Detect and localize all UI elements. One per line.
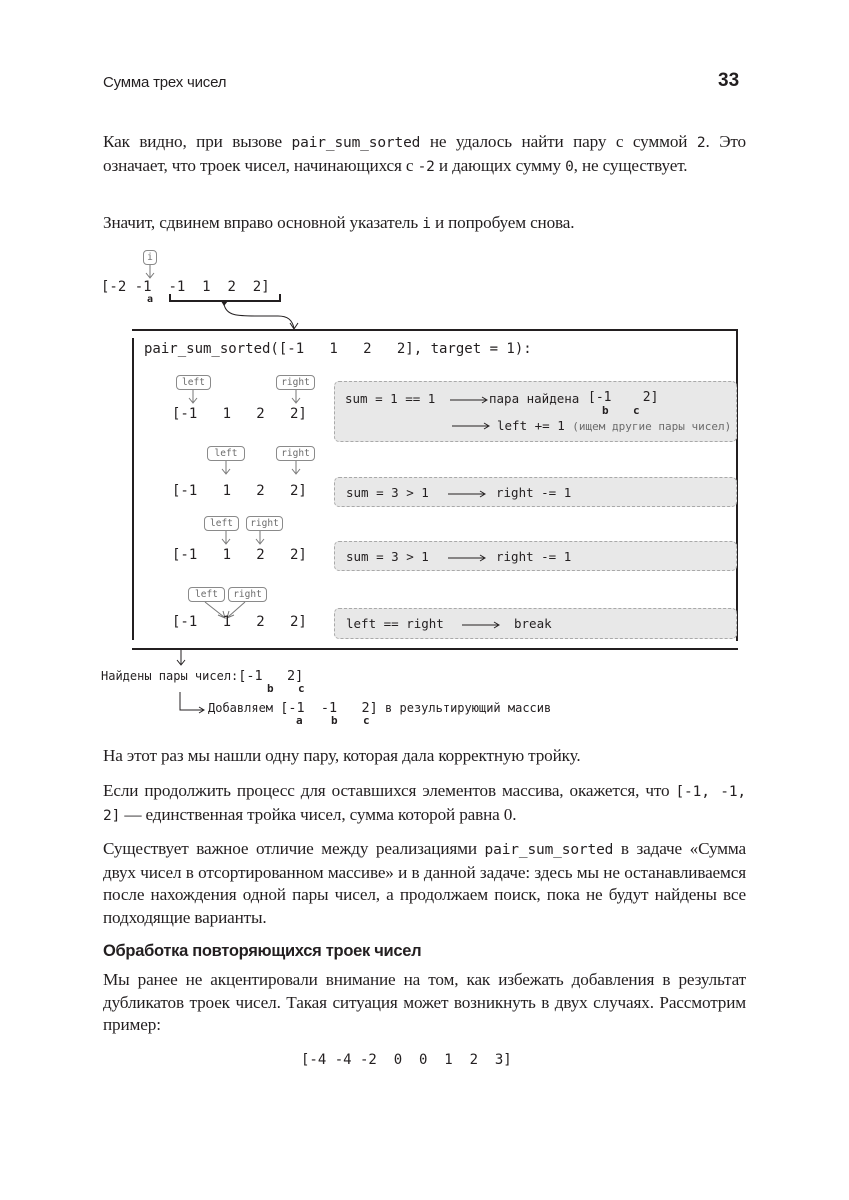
right-pointer-tag: right (246, 516, 283, 531)
left-pointer-tag: left (204, 516, 239, 531)
paragraph-intro-1: Как видно, при вызове pair_sum_sorted не удалось найти пару с суммой 2. Это означает, что троек чисел, начинающихся с -2 и дающих сумму 0, не существует. (103, 132, 746, 175)
sub-label-b: b (267, 682, 274, 695)
frame-top-rule (132, 329, 738, 331)
array-state: [-1 1 2 2] (172, 406, 307, 422)
call-line: pair_sum_sorted([-1 1 2 2], target = 1): (144, 341, 532, 357)
sub-label-c: c (363, 714, 370, 727)
left-pointer-tag: left (188, 587, 225, 602)
sub-label-c: c (298, 682, 305, 695)
elbow-arrow-icon (177, 692, 207, 722)
found-pairs-line: Найдены пары чисел:[-1 2] (101, 668, 304, 684)
down-arrow-icon (173, 650, 189, 668)
pointer-arrows-icon (180, 531, 340, 547)
step-action: left += 1 (ищем другие пары чисел) (497, 418, 732, 433)
frame-bottom-rule (132, 648, 738, 650)
paragraph-4: Если продолжить процесс для оставшихся элементов массива, окажется, что [-1, -1, 2] — единственная тройка чисел, сумма которой равна 0. (103, 781, 747, 824)
step-condition: left == right (346, 616, 444, 631)
step-condition: sum = 3 > 1 (346, 485, 429, 500)
sub-label-b: b (331, 714, 338, 727)
right-arrow-icon (448, 553, 488, 563)
right-pointer-tag: right (228, 587, 267, 602)
step-condition: sum = 3 > 1 (346, 549, 429, 564)
array-state: [-1 1 2 2] (172, 547, 307, 563)
paragraph-5: Существует важное отличие между реализациями pair_sum_sorted в задаче «Сумма двух чисел в отсортированном массиве» и в данной задаче: здесь мы не останавливаемся после нахождения одной пары чисел, а продолжаем поиск, пока не будут найдены все подходящие варианты. (103, 839, 746, 927)
right-arrow-icon (448, 489, 488, 499)
top-array: [-2 -1 -1 1 2 2] (101, 279, 270, 295)
pointer-arrows-icon (180, 461, 340, 477)
pointer-tag-i: i (143, 250, 157, 265)
step-condition: sum = 1 == 1 (345, 391, 436, 406)
sub-label-b: b (602, 404, 609, 417)
right-arrow-icon (462, 620, 502, 630)
bracket-arrow-icon (168, 294, 368, 334)
step-result: пара найдена (489, 391, 580, 406)
add-result-line: Добавляем [-1 -1 2] в результирующий массив (208, 700, 552, 716)
sub-label-c: c (633, 404, 640, 417)
array-state: [-1 1 2 2] (172, 483, 307, 499)
paragraph-intro-2: Значит, сдвинем вправо основной указатель i и попробуем снова. (103, 213, 575, 232)
step-result: right -= 1 (496, 485, 572, 500)
page-number: 33 (718, 70, 740, 91)
right-arrow-icon (450, 395, 490, 405)
frame-left-rule (132, 338, 134, 640)
paragraph-3: На этот раз мы нашли одну пару, которая дала корректную тройку. (103, 746, 581, 765)
sub-label-a: a (147, 294, 154, 305)
example-array: [-4 -4 -2 0 0 1 2 3] (301, 1052, 512, 1068)
left-pointer-tag: left (207, 446, 245, 461)
right-pointer-tag: right (276, 375, 315, 390)
right-pointer-tag: right (276, 446, 315, 461)
section-heading: Обработка повторяющихся троек чисел (103, 942, 422, 960)
paragraph-6: Мы ранее не акцентировали внимание на том, как избежать добавления в результат дубликатов троек чисел. Такая ситуация может возникнуть в двух случаях. Рассмотрим пример: (103, 970, 746, 1034)
array-state: [-1 1 2 2] (172, 614, 307, 630)
sub-label-a: a (296, 714, 303, 727)
running-title: Сумма трех чисел (103, 74, 227, 91)
left-pointer-tag: left (176, 375, 211, 390)
step-result: break (514, 616, 552, 631)
found-pair: [-1 2] (588, 390, 659, 405)
right-arrow-icon (452, 421, 492, 431)
step-result: right -= 1 (496, 549, 572, 564)
pointer-arrows-icon (180, 390, 340, 406)
